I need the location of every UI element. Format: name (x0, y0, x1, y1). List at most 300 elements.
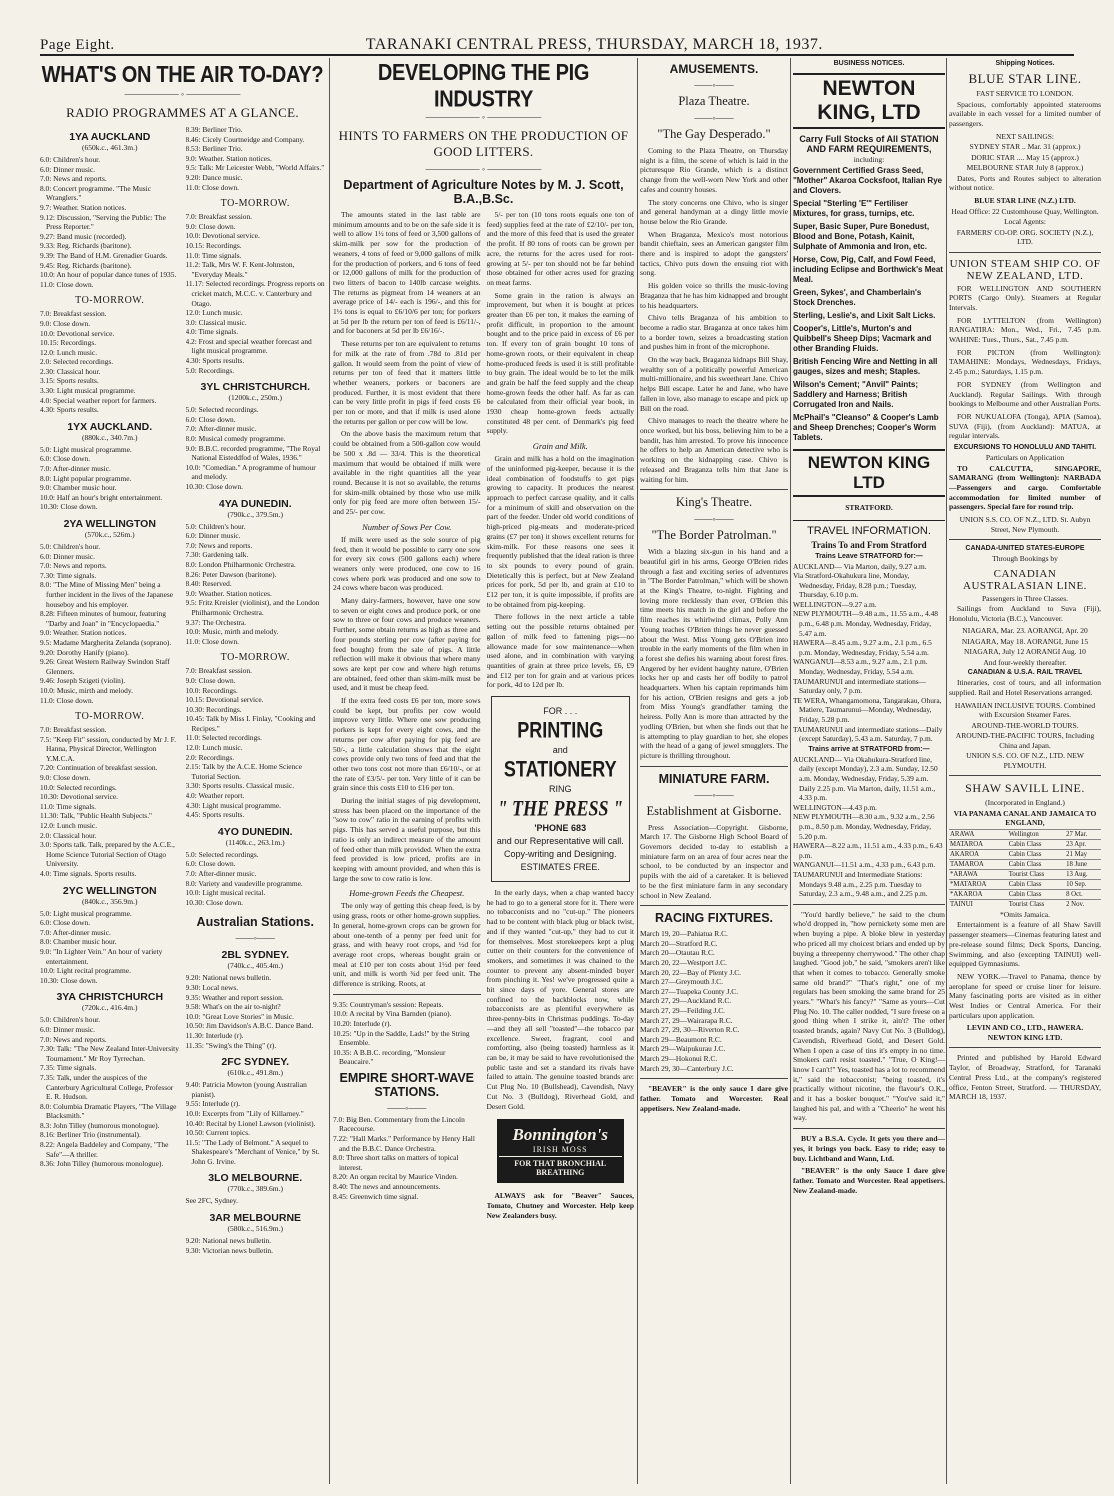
programme-item: 10.30: Close down. (185, 897, 243, 907)
programme-item: 8.0: Concert programme. "The Music Wranglers." (40, 183, 151, 203)
newton-king-logo-2: NEWTON KING LTD (793, 449, 945, 497)
business-notices-label: BUSINESS NOTICES. (833, 60, 905, 67)
column-rule (637, 58, 638, 1484)
programme-item: 11.0: Time signals. (185, 250, 242, 260)
programme-item: 10.0: An hour of popular dance tunes of 1935. (40, 270, 177, 280)
train-departure: WANGANUI—8.53 a.m., 9.27 a.m., 2.1 p.m. Monday, Wednesday, Friday, 5.54 a.m. (793, 657, 928, 677)
programme-item: 2.15: Talk by the A.C.E. Home Science Tutorial Section. (185, 762, 302, 781)
programme-item: 10.40: Recital by Lionel Lawson (violinist). (185, 1118, 316, 1128)
tobacconist-story: "You'd hardly believe," he said to the chum who'd dropped in, "how pernickety some men are when buying a pipe. A bloke blew in yesterday who priced all my choicest briars and ended up by buying a threepenny cherrywood." The other chap laughed. "Good job," he said, "smokers aren't like that when it comes to tobacco. Generally smoke same old brand?" "That's right," one of my regulars has been smoking the same brand for 25 years." "What's his fancy?" "Same as yours—Cut Plug No. 10. The caller nodded, "I sure freese on a good thing when I strike it, ain't? The other toasted brands, again? Navy Cut No. 3 (Bulldog), Cavendish, Riverhead Gold, and Desert Gold. When I open a case of tins it's empty in no time. Smokers can't resist toasted." "True, O King!—know I can't!" Yes, toasted has a lot to recommend it," said the tobacconist; "being toasted, it's practically without nicotine, the flavour's O.K., and it has a bosker bouquet." "You've said it," laughed his pal, and with a "Cheerio" he went his way. (793, 909, 945, 1123)
shaw-savill-head: SHAW SAVILL LINE. (965, 781, 1085, 796)
programme-item: 12.0: Lunch music. (40, 821, 98, 831)
programme-item: 2.0: Classical hour. (40, 830, 97, 840)
programme-item: 9.0: Close down. (185, 221, 236, 231)
train-departure: TAUMARUNUI and intermediate stations—Daily (except Saturday), 5.43 a.m. Saturday, 7 p.m. (793, 724, 943, 744)
programme-item: 7.0: Breakfast session. (185, 212, 253, 222)
programme-item: 5.0: Selected recordings. (185, 849, 259, 859)
train-departure: TAUMARUNUI and intermediate stations—Saturday only, 7 p.m. (793, 676, 927, 696)
programme-item: 8.53: Berliner Trio. (185, 144, 243, 154)
programme-item: 10.30: Close down. (185, 482, 243, 491)
programme-item: 9.0: Close down. (185, 675, 236, 685)
train-arrival: AUCKLAND— Via Okahukura-Stratford line, daily (except Monday), 2.3 a.m. Sunday, 12.50 a.m. Monday, Wednesday, Friday, 5.39 a.m. Daily 2.25 p.m. Via Marton, daily, 11.51 a.m., 4.33 p.m. (793, 754, 938, 803)
article-paragraph: During the initial stages of pig development, stress has been placed on the importance of the "sow to cow" ratio in the earning of profits with pigs. This has served a useful purpose, but this ratio is only an indirect measure of the amount of feed other than milk provided. When the extra feed provided is low priced, profits are in keeping with amount provided, and when this is large the sow to cow ratio is low. (333, 796, 481, 883)
article-paragraph: The amounts stated in the last table are minimum amounts and to be on the safe side it is well to allow 1½ tons of feed or 3,500 gallons of skim-milk per sow for the production of weaners, 4 tons of feed or 9,000 gallons of milk for the production of porkers, and 6 tons of feed or 12,000 gallons of milk for the production of two litters of bacon to 140lb carcase weights. The returns as pigmeat from 14 weaners at an average price of 14/- each is 196/-, and this for 1½ tons is equal to £6/10/6 per ton; for porkers at 5d per lb the return per ton of feed is £6/11/-, and for baconers at 5d per lb £6/16/-. (333, 210, 481, 336)
programme-item: 7.0: News and reports. (40, 174, 107, 184)
fixture-item: March 29—Waipukurau J.C. (640, 1044, 726, 1054)
review-paragraph: The story concerns one Chivo, who is singer and general handyman at a dingy little movie house below the Rio Grande. (640, 197, 788, 226)
printing-advert: FOR . . . PRINTING and STATIONERY RING " THE PRESS " 'PHONE 683 and our Representative will call. Copy-writing and Designing. ESTIMATES FREE. (491, 696, 631, 882)
racing-fixtures-head: RACING FIXTURES. (654, 911, 774, 926)
fixture-item: March 20, 22—Westport J.C. (640, 958, 727, 968)
programme-item: 7.5: "Keep Fit" session, conducted by Mr J. F. Hanna, Physical Director, Wellington Y.M.C.A. (40, 734, 177, 763)
tomorrow-head: TO-MORROW. (220, 652, 290, 664)
australian-stations-head: Australian Stations. (196, 915, 314, 930)
train-arrival: WANGANUI—11.51 a.m., 4.33 p.m., 6.43 p.m. (793, 860, 936, 870)
fixture-item: March 20—Otautau R.C. (640, 948, 715, 958)
miniature-farm-text: Press Association—Copyright. Gisborne, March 17. The Gisborne High School Board of Governors decided to-day to establish a miniature farm on an area of four acres near the school, to be conducted by an inspector and pupils with the aid of a caretaker. It is believed to be the first miniature farm in any secondary school in New Zealand. (640, 822, 788, 900)
subhead-grain-milk: Grain and Milk. (532, 441, 588, 452)
programme-item: 10.30: Close down. (40, 502, 98, 512)
programme-item: 9.30: Victorian news bulletin. (185, 1245, 273, 1255)
review-paragraph: Chivo tells Braganza of his ambition to become a radio star. Braganza at once takes him to a border town, seizes a broadcasting station and pushes him in front of the microphone. (640, 313, 788, 352)
programme-item: 5.0: Recordings. (185, 365, 235, 375)
stock-item: Green, Sykes', and Chamberlain's Stock Drenches. (793, 287, 922, 307)
table-cell: 18 June (1065, 859, 1101, 869)
station-name: 1YX AUCKLAND. (67, 420, 153, 433)
station-name: 3YA CHRISTCHURCH (56, 991, 164, 1004)
programme-item: 7.30: Gardening talk. (185, 550, 249, 560)
route-item: FOR LYTTELTON (from Wellington) RANGATIRA: Mon., Wed., Fri., 7.45 p.m. WAHINE: Tues., Thurs., Sat., 7.45 p.m. (949, 315, 1101, 345)
programme-item: 9.0: Weather. Station notices. (40, 628, 127, 638)
programme-item: 9.37: The Orchestra. (185, 617, 247, 627)
programme-item: 9.35: Countryman's session: Repeats. (333, 999, 444, 1009)
programme-item: 7.0: Breakfast session. (40, 309, 107, 319)
programme-item: 10.35: A B.B.C. recording, "Monsieur Beaucaire." (333, 1047, 446, 1067)
programme-item: 7.0: After-dinner music. (40, 927, 111, 937)
programme-item: 9.35: Weather and report session. (185, 992, 284, 1002)
canada-us-europe-head: CANADA-UNITED STATES-EUROPE (965, 545, 1085, 553)
programme-item: 8.0: Musical comedy programme. (185, 434, 286, 444)
plaza-film-title: "The Gay Desperado." (657, 127, 771, 141)
programme-item: 9.27: Band music (recorded). (40, 231, 127, 241)
programme-item: 4.0: Time signals. Sports results. (40, 869, 137, 878)
programme-item: 8.40: Reserved. (185, 579, 232, 589)
programme-item: 8.26: Peter Dawson (baritone). (185, 569, 277, 579)
programme-item: 6.0: Dinner music. (40, 1024, 96, 1034)
programme-item: 10.50: Current topics. (185, 1128, 250, 1138)
programme-item: 12.0: Lunch music. (40, 347, 98, 357)
table-cell: *AKAROA (949, 889, 1008, 899)
programme-item: 11.5: "The Lady of Belmont." A sequel to Shakespeare's "Merchant of Venice," by St. John G. Irvine. (185, 1137, 320, 1166)
programme-item: 8.0: Columbia Dramatic Players, "The Village Blacksmith." (40, 1101, 177, 1121)
train-departure: WELLINGTON—9.27 a.m. (793, 599, 877, 609)
radio-list-left (40, 125, 180, 1255)
programme-item: 11.0: Close down. (185, 636, 240, 646)
programme-item: See 2FC, Sydney. (185, 1196, 238, 1206)
paper-title-date: TARANAKI CENTRAL PRESS, THURSDAY, MARCH 18, 1937. (365, 36, 823, 53)
programme-item: 7.0: Breakfast session. (185, 666, 253, 676)
station-name: 2FC SYDNEY. (221, 1056, 290, 1069)
programme-item: 7.0: After-dinner music. (40, 464, 111, 474)
table-cell: Cabin Class (1008, 849, 1065, 859)
article-paragraph: There follows in the next article a table setting out the possible returns obtained per gallon of milk feed to fattening pigs—no allowance made for sow maintenance—when used alone, and in combination with varying quantities of grain at three price levels, £6, £9 and £12 per ton for grain and at various prices for pork, 4d to 12d per lb. (486, 612, 634, 690)
programme-item: 9.0: Weather. Station notices. (185, 153, 272, 163)
train-departure: Via Stratford-Okahukura line, Monday, Wednesday, Friday, 8.28 p.m.; Tuesday, Thursday, 6.10 p.m. (793, 571, 917, 600)
programme-item: 10.0: Music, mirth and melody. (40, 685, 133, 695)
programme-item: 3.15: Sports results. (40, 376, 99, 386)
programme-item: 10.15: Recordings. (185, 240, 242, 250)
programme-item: 9.5: Fritz Kreisler (violinist), and the London Philharmonic Orchestra. (185, 598, 320, 617)
programme-item: 4.30: Light musical programme. (185, 800, 281, 810)
article-paragraph: 5/- per ton (10 tons roots equals one ton of feed) supplies feed at the rate of £2/10/- per ton, and the more of this feed that is used the greater the profit. If 80 tons of roots can be grown per acre, the returns for the acres used for root-growing at 5/- per ton should not be far behind those obtained for other acres used for grazing on meat farms. (486, 210, 634, 287)
programme-item: 2.0: Selected recordings. (40, 357, 114, 367)
sailing-item: NIAGARA, July 12 AORANGI Aug. 10 (964, 647, 1086, 657)
programme-item: 11.0: Close down. (40, 695, 94, 705)
radio-column (40, 58, 325, 1484)
table-cell: Tourist Class (1008, 869, 1065, 879)
programme-item: 7.22: "Hall Marks." Performance by Henry Hall and the B.B.C. Dance Orchestra. (333, 1134, 475, 1153)
stock-item: British Fencing Wire and Netting in all gauges, sizes and mesh; Staples. (793, 356, 938, 376)
programme-item: 10.0: Devotional service. (185, 231, 260, 241)
tomorrow-head: TO-MORROW. (75, 711, 145, 723)
programme-item: 9.0: Weather. Station notices. (185, 588, 272, 598)
programme-item: 11.17: Selected recordings. Progress reports on cricket match, M.C.C. v. Canterbury and Otago. (185, 279, 325, 308)
table-row (949, 899, 1101, 909)
station-name: 4YO DUNEDIN. (217, 825, 293, 838)
review-paragraph: His golden voice so thrills the music-loving Braganza that he has him kidnapped and brought to his headquarters. (640, 281, 788, 310)
programme-item: 3.0: Classical music. (185, 317, 247, 327)
pig-subhead: HINTS TO FARMERS ON THE PRODUCTION OF GOOD LITTERS. (338, 128, 629, 159)
station-frequency: (580k.c., 516.9m.) (227, 1224, 283, 1234)
table-cell: 2 Nov. (1065, 899, 1101, 909)
programme-item: 9.20: National news bulletin. (185, 1236, 272, 1246)
column-rule (946, 58, 947, 1484)
stock-item: Cooper's, Little's, Murton's and Quibbell's Sheep Dips; Vacmark and other Branding Fluids. (793, 323, 932, 353)
column-rule (790, 58, 791, 1484)
table-cell: Cabin Class (1008, 839, 1065, 849)
bsa-cycle-advert: BUY a B.S.A. Cycle. It gets you there and—yes, it brings you back. Easy to ride; easy to buy. Lichtband and Wann, Ltd. (793, 1134, 945, 1163)
table-row (949, 869, 1101, 879)
station-frequency: (790k.c., 379.5m.) (227, 509, 283, 519)
programme-item: 10.0: Excerpts from "Lily of Killarney." (185, 1108, 304, 1118)
table-cell: 13 Aug. (1065, 869, 1101, 879)
station-name: 2BL SYDNEY. (221, 949, 289, 962)
table-cell: TAINUI (949, 899, 1008, 909)
programme-item: 10.0: "Comedian." A programme of humour and melody. (185, 462, 316, 482)
programme-item: 9.0: "In Lighter Vein." An hour of variety entertainment. (40, 946, 163, 966)
subhead-sows-per-cow: Number of Sows Per Cow. (362, 521, 452, 532)
programme-item: 8.22: Angela Baddeley and Company, "The Safe"—A thriller. (40, 1140, 169, 1159)
station-frequency: (720k.c., 416.4m.) (82, 1003, 138, 1013)
programme-item: 11.30: Talk, "Public Health Subjects." (40, 811, 153, 821)
kings-film-title: "The Border Patrolman." (651, 528, 777, 543)
programme-item: 8.40: The news and announcements. (333, 1182, 441, 1192)
programme-item: 6.0: Dinner music. (40, 551, 96, 561)
station-name: 3YL CHRISTCHURCH. (200, 381, 310, 394)
sailing-table (949, 829, 1101, 909)
table-cell: Cabin Class (1008, 859, 1065, 869)
table-cell: TAMAROA (949, 859, 1008, 869)
programme-item: 7.0: News and reports. (40, 561, 107, 571)
programme-item: 10.0: "Great Love Stories" in Music. (185, 1011, 294, 1021)
train-departure: AUCKLAND— Via Marton, daily, 9.27 a.m. (793, 561, 927, 571)
programme-item: 2.0: Recordings. (185, 752, 235, 762)
programme-item: 5.0: Children's hour. (40, 1015, 101, 1025)
review-paragraph: When Braganza, Mexico's most notorious bandit chieftain, sees an American gangster film there and is inspired to adopt the gangsters' tactics, Chivo puts down the ensuing riot with song. (640, 229, 788, 278)
tomorrow-head: TO-MORROW. (75, 295, 145, 307)
table-cell: Cabin Class (1008, 889, 1065, 899)
shipping-notices-label: Shipping Notices. (995, 60, 1055, 67)
printer-imprint: Printed and published by Harold Edward Taylor, of Broadway, Stratford, for Taranaki Central Press Ltd., at the company's registered office, Fenton Street, Stratford. — THURSDAY, MARCH 18, 1937. (949, 1053, 1101, 1102)
programme-item: 8.28: Fifteen minutes of humour, featuring "Darby and Joan" in "Encyclopaedia." (40, 609, 166, 628)
article-paragraph: Some grain in the ration is always an improvement, but when it is bought at prices greater than £6 per ton, it makes the earning of profit difficult, in proportion to the amount bought and to the price paid in excess of £6 per ton. If every ton of grain bought 10 tons of home-grown roots, or their equivalent in cheap home-produced feeds is used it is still profitable to buy grain. The ideal would be to let the milk and grain be half the feed supply and the cheap home-grown feeds the other half. As far as can be calculated from their official year book, in 1930 cheap home-grown feeds actually constituted 48 per cent. of Denmark's pig feed supply. (486, 290, 634, 436)
sailing-item: MELBOURNE STAR July 8 (approx.) (966, 163, 1084, 173)
travel-information-head: TRAVEL INFORMATION. (793, 520, 945, 537)
programme-item: 7.0: Big Ben. Commentary from the Lincoln Racecourse. (333, 1114, 465, 1134)
station-name: 4YA DUNEDIN. (218, 497, 292, 510)
article-paragraph: If the extra feed costs £6 per ton, more sows could be kept, but profits per cow would improve very little. Where one sow producing porkers is kept for every eight cows, and the returns per cow after paying for pig feed are 50/-, a little calculation shows that the eight cows provide only two tons of feed and that the other two tons cost not more than £6/10/-, or at the rate of £3/5/- per ton. Very little of it can be grain since this costs £10 to £16 per ton. (333, 696, 481, 793)
station-name: 1YA AUCKLAND (69, 131, 151, 143)
programme-item: 9.30: Local news. (185, 982, 239, 992)
programme-item: 10.50: Jim Davidson's A.B.C. Dance Band. (185, 1021, 314, 1031)
table-cell: 21 May (1065, 849, 1101, 859)
programme-item: 4.30: Sports results. (185, 356, 245, 366)
fixture-item: March 20—Stratford R.C. (640, 938, 718, 948)
programme-item: 10.15: Devotional service. (185, 695, 264, 705)
column-rule (329, 58, 330, 1484)
beaver-advert: ALWAYS ask for "Beaver" Sauces, Tomato, Chutney and Worcester. Help keep New Zealanders busy. (486, 1191, 634, 1220)
table-cell: AKAROA (949, 849, 1008, 859)
station-name: 2YA WELLINGTON (63, 518, 156, 530)
programme-item: 8.36: John Tilley (humorous monologue). (40, 1159, 164, 1169)
review-paragraph: Coming to the Plaza Theatre, on Thursday night is a film, the scene of which is laid in the picturesque Rio Grande, which is a distinct change from the well-worn New York and other cafes and country houses. (640, 146, 788, 194)
programme-item: 9.0: Chamber music hour. (40, 483, 117, 493)
programme-item: 8.20: An organ recital by Maurice Vinden. (333, 1172, 458, 1182)
route-item: FOR PICTON (from Wellington): TAMAHINE: Mondays, Wednesdays, Fridays, 2.45 p.m.; Saturdays, 1.15 p.m. (949, 347, 1101, 377)
sailing-item: DORIC STAR .... May 15 (approx.) (971, 152, 1079, 162)
fixture-item: March 27—Tuapeka County J.C. (640, 986, 739, 996)
table-row (949, 829, 1101, 839)
programme-item: 9.20: Dance music. (185, 172, 243, 182)
programme-item: 9.46: Joseph Szigeti (violin). (40, 676, 126, 686)
programme-item: 10.0: Recordings. (185, 685, 238, 695)
station-name: 3LO MELBOURNE. (208, 1172, 303, 1185)
programme-item: 10.25: "Up in the Saddle, Lads!" by the String Ensemble. (333, 1028, 470, 1048)
article-paragraph: Grain and milk has a hold on the imagination of the uninformed pig-keeper, because it is the ideal combination of foodstuffs to get pigs growing to capacity. It produces the nearest approach to perfect carcase quality, and it calls for a minimum of skill and observation on the part of the feeder. Under old world conditions of high-priced pig-meats and moderate-priced grains (£7 per ton) it shows excellent returns for skim-milk. For these reasons one sees it frequently published that the ideal ration is three to six pounds to every pound of grain. Dietetically this is perfect, but at New Zealand prices for pork, 5d per lb, and grain at £10 to £12 per ton, it is quite impossible, if profits are to be obtained from pig-keeping. (486, 454, 634, 609)
programme-item: 3.30: Light musical programme. (40, 386, 136, 396)
programme-item: 8.39: Berliner Trio. (185, 125, 243, 134)
fixture-item: March 29—Hokonui R.C. (640, 1054, 718, 1064)
shipping-column: Shipping Notices. BLUE STAR LINE. FAST SERVICE TO LONDON. Spacious, comfortably appointed staterooms available in each vessel for a limited number of passengers. NEXT SAILINGS: SYDNEY STAR .. Mar. 31 (approx.) DORIC STAR .... May 15 (approx.) MELBOURNE STAR July 8 (approx.) Dates, Ports and Routes subject to alteration without notice. BLUE STAR LINE (N.Z.) LTD. Head Office: 22 Customhouse Quay, Wellington. Local Agents: FARMERS' CO-OP. ORG. SOCIETY (N.Z.), LTD. UNION STEAM SHIP CO. OF NEW ZEALAND, LTD. FOR WELLINGTON AND SOUTHERN PORTS (Cargo Only). Steamers at Regular Intervals. FOR LYTTELTON (from Wellington) RANGATIRA: Mon., Wed., Fri., 7.45 p.m. WAHINE: Tues., Thurs., Sat., 7.45 p.m. FOR PICTON (from Wellington): TAMAHINE: Mondays, Wednesdays, Fridays, 2.45 p.m.; Saturdays, 1.15 p.m. FOR SYDNEY (from Wellington and Auckland). Regular Sailings. With through bookings to Melbourne and other Australian Ports. FOR NUKUALOFA (Tonga), APIA (Samoa), SUVA (Fiji), (from Auckland): MATUA, at regular intervals. EXCURSIONS TO HONOLULU AND TAHITI. Particulars on Application TO CALCUTTA, SINGAPORE, SAMARANG (from Wellington): NARBADA—Passengers and cargo. Comfortable accommodation for limited number of passengers. Special fare for round trip. UNION S.S. CO. OF N.Z., LTD. St. Aubyn Street, New Plymouth. CANADA-UNITED STATES-EUROPE Through Bookings by CANADIAN AUSTRALASIAN LINE. Passengers in Three Classes. Sailings from Auckland to Suva (Fiji), Honolulu, Victoria (B.C.), Vancouver. NIAGARA, Mar. 23. AORANGI, Apr. 20 NIAGARA, May 18. AORANGI, June 15 NIAGARA, July 12 AORANGI Aug. 10 And four-weekly thereafter. CANADIAN & U.S.A. RAIL TRAVEL Itineraries, cost of tours, and all information supplied. Rail and Hotel Reservations arranged. HAWAIIAN INCLUSIVE TOURS. Combined with Excursion Steamer Fares. AROUND-THE-WORLD TOURS. AROUND-THE-PACIFIC TOURS, Including China and Japan. UNION S.S. CO. OF N.Z., LTD. NEW PLYMOUTH. SHAW SAVILL LINE. (Incorporated in England.) VIA PANAMA CANAL AND JAMAICA TO ENGLAND, ARAWA Wellington 27 Mar. MATAROA Cabin Class 23 Apr. AKAROA Cabin Class 21 May TAMAROA Cabin Class 18 June *ARAWA Tourist Class 13 Aug. *MATAROA Cabin Class 10 Sep. *AKAROA Cabin Class 8 Oct. TAINUI Tourist Class 2 Nov. *Omits Jamaica. Entertainment is a feature of all Shaw Savill passenger steamers—Cinemas featuring latest and pre-release sound films; Deck Sports, Dancing, Swimming, and also (excepting TAINUI) well-equipped Gymnasiums. NEW YORK.—Travel to Panama, thence by aeroplane for speed or cruise liner for leisure. Many fascinating ports are visited as in either West Indies or Central America. For their particulars upon application. LEVIN AND CO., LTD., HAWERA. NEWTON KING LTD. Printed and published by Harold Edward Taylor, of Broadway, Stratford, for Taranaki Central Press Ltd., at the company's registered office, Fenton Street, Stratford. — THURSDAY, MARCH 18, 1937. (949, 60, 1101, 1102)
programme-item: 6.0: Close down. (185, 859, 236, 869)
programme-item: 5.0: Children's hour. (40, 542, 101, 551)
table-cell: 27 Mar. (1065, 829, 1101, 839)
programme-item: 6.0: Close down. (185, 414, 236, 424)
miniature-farm-sub: Establishment at Gisborne. (646, 803, 782, 818)
table-row (949, 839, 1101, 849)
programme-item: 4.0: Time signals. (185, 327, 239, 337)
table-cell: Cabin Class (1008, 879, 1065, 889)
programme-item: 11.0: Close down. (185, 182, 240, 192)
trains-head: Trains To and From Stratford (811, 540, 927, 550)
pig-headline: DEVELOPING THE PIG INDUSTRY (377, 60, 590, 113)
programme-item: 7.0: Breakfast session. (40, 725, 107, 735)
sailing-item: NIAGARA, Mar. 23. AORANGI, Apr. 20 (962, 626, 1088, 636)
programme-item: 10.45: Talk by Miss I. Finlay, "Cooking and Recipes." (185, 714, 316, 733)
page-number: Page Eight. (40, 37, 115, 53)
fixture-item: March 27, 29—Auckland R.C. (640, 996, 732, 1006)
table-cell: MATAROA (949, 839, 1008, 849)
programme-item: 10.15: Recordings. (40, 338, 97, 348)
programme-item: 8.0: Variety and vaudeville programme. (185, 878, 303, 888)
station-frequency: (610k.c., 491.8m.) (227, 1068, 283, 1078)
programme-item: 5.0: Children's hour. (185, 521, 246, 531)
programme-item: 5.0: Selected recordings. (185, 405, 259, 415)
programme-item: 9.26: Great Western Railway Swindon Staff Glenners. (40, 657, 170, 676)
pig-byline: Department of Agriculture Notes by M. J. Scott, B.A.,B.Sc. (343, 178, 624, 206)
station-frequency: (740k.c., 405.4m.) (227, 961, 283, 971)
fixture-item: March 27, 29—Feilding J.C. (640, 1006, 725, 1016)
table-row (949, 849, 1101, 859)
stock-item: Wilson's Cement; "Anvil" Paints; Saddlery and Harness; British Corrugated Iron and Nails. (793, 379, 918, 409)
article-paragraph: These returns per ton are equivalent to returns for milk at the rate of from .78d to .81d per gallon. It would seem from the point of view of returns per ton of feed that it matters little whether weaners, porkers or baconers are produced. Further, it is most evident that there can be very little profit in pigs if feed costs £6 per ton or more, and that if milk is used alone the returns per gallon or per cow will be low. (333, 339, 481, 426)
programme-item: 4.2: Frost and special weather forecast and light musical programme. (185, 336, 312, 356)
table-cell: *MATAROA (949, 879, 1008, 889)
programme-item: 12.0: Lunch music. (185, 743, 243, 753)
programme-item: 7.35: Talk, under the auspices of the Canterbury Agricultural College, Professor E. R. Hudson. (40, 1072, 174, 1102)
programme-item: 9.5: Madame Margherita Zelanda (soprano). (40, 637, 172, 647)
route-item: FOR SYDNEY (from Wellington and Auckland). Regular Sailings. With through bookings to Melbourne and other Australian Ports. (949, 379, 1101, 409)
table-row (949, 889, 1101, 899)
programme-item: 10.0: Half an hour's bright entertainment. (40, 492, 163, 502)
programme-item: 8.0: Chamber music hour. (40, 937, 117, 947)
empire-shortwave-head: EMPIRE SHORT-WAVE STATIONS. (339, 1070, 474, 1099)
beaver-advert: "BEAVER" is the only sauce I dare give father. Tomato and Worcester. Real appetisers. New Zealand-made. (640, 1084, 788, 1113)
programme-item: 7.0: News and reports. (185, 540, 253, 550)
programme-item: 11.2: Talk, Mrs W. F. Kent-Johnston, "Everyday Meals." (185, 260, 295, 279)
table-cell: 10 Sep. (1065, 879, 1101, 889)
station-frequency: (770k.c., 389.6m.) (227, 1184, 283, 1194)
programme-item: 10.30: Devotional service. (40, 792, 118, 802)
fixture-item: March 27, 29—Wairarapa R.C. (640, 1015, 733, 1025)
article-paragraph: The only way of getting this cheap feed, is by using grass, roots or other home-grown supplies. In general, home-grown crops can be grown for about one-tenth of a penny per feed unit for grass, and with heavy root crops, and ½d for average root crops, whereas bought grain or meal at £10 per ton costs about 1½d per feed unit, and milk is worth ¾d per feed unit. The difference is striking. Roots, at (333, 901, 481, 989)
train-departure: NEW PLYMOUTH—9.48 a.m., 11.55 a.m., 4.48 p.m., 6.48 p.m. Monday, Wednesday, Friday, 5.47 a.m. (793, 609, 939, 638)
radio-headline: WHAT'S ON THE AIR TO-DAY? (41, 62, 324, 88)
programme-item: 4.0: Special weather report for farmers. (40, 395, 157, 405)
table-cell: Wellington (1008, 829, 1065, 839)
sailing-item: SYDNEY STAR .. Mar. 31 (approx.) (969, 142, 1081, 152)
programme-item: 10.20: Interlude (r). (333, 1018, 392, 1028)
programme-item: 11.35: "Swing's the Thing" (r). (185, 1040, 277, 1050)
programme-item: 7.0: News and reports. (40, 1034, 107, 1044)
station-frequency: (880k.c., 340.7m.) (82, 432, 138, 442)
pig-article-right (487, 210, 635, 1223)
programme-item: 8.3: John Tilley (humorous monologue). (40, 1120, 160, 1130)
radio-subhead: RADIO PROGRAMMES AT A GLANCE. (66, 105, 299, 120)
route-item: FOR WELLINGTON AND SOUTHERN PORTS (Cargo Only). Steamers at Regular Intervals. (949, 283, 1101, 312)
pig-industry-column: DEVELOPING THE PIG INDUSTRY —————— ◦ —————— HINTS TO FARMERS ON THE PRODUCTION OF GOOD LITTERS. —————— ◦ —————— Department of Agriculture Notes by M. J. Scott, B.A.,B.Sc. The amounts stated in the last table are minimum amounts and to be on the safe side it is well to allow 1½ tons of feed or 3,500 gallons of skim-milk per sow for the production of weaners, 4 tons of feed or 9,000 gallons of milk for the production of porkers, and 6 tons of feed or 12,000 gallons of milk for the production of two litters of bacon to 140lb carcase weights. The returns as pigmeat from 14 weaners at an average price of 14/- each is 196/-, and this for 1½ tons is equal to £6/10/6 per ton; for porkers at 5d per lb the return per ton of feed is £6/11/-, and for baconers at 5d per lb £6/16/-. These returns per ton are equivalent to returns for milk at the rate of from .78d to .81d per gallon. It would seem from the point of view of returns per ton of feed that it matters little whether weaners, porkers or baconers are produced. Further, it is most evident that there can be very little profit in pigs if feed costs £6 per ton or more, and that if milk is used alone the returns per gallon or per cow will be low. On the above basis the maximum return that could be obtained from a 500-gallon cow would be 500 x .8d — 33/4. This is the theoretical maximum that would be obtained if milk were available in the right quantities all the year round. Because it is not so available, the returns for skim-milk obtained by those who use milk only for pig feed are more often between 15/- and 25/- per cow. Number of Sows Per Cow. If milk were used as the sole source of pig feed, then it would be possible to carry one sow for every six cows (500 gallons each) where weaners only were produced, one cow to 16 cows where pork was produced and one sow to 24 cows where bacon was produced. Many dairy-farmers, however, have one sow to seven or eight cows and produce pork, or one sow to three or four cows and produce weaners. Further, some obtain returns as high as three and four pounds sterling per cow (after paying for feed bought) from the sale of pigs. A little reflection will make it obvious that where many sows are kept per cow and where high returns are obtained, feed other than skim-milk must be used, and it must be cheap feed. If the extra feed costs £6 per ton, more sows could be kept, but profits per cow would improve very little. Where one sow producing porkers is kept for every eight cows, and the returns per cow after paying for pig feed are 50/-, a little calculation shows that the eight cows provide only two tons of feed and that the other two tons cost not more than £6/10/-, or at the rate of £3/5/- per ton. Very little of it can be grain since this costs £10 to £16 per ton. During the initial stages of pig development, stress has been placed on the importance of the "sow to cow" ratio in the earning of profits with pigs. This has served a useful purpose, but this ratio is only an indirect measure of the amount of feed other than milk provided. When the extra feed provided is low priced, profits are in keeping with amount provided, and when this is large the sow to cow ratio is low. Home-grown Feeds the Cheapest. The only way of getting this cheap feed, is by using grass, roots or other home-grown supplies. In general, home-grown crops can be grown for about one-tenth of a penny per feed unit for grass, and with heavy root crops, and ½d for average root crops, whereas bought grain or meal at £10 per ton costs about 1½d per feed unit, and milk is worth ¾d per feed unit. The difference is striking. Roots, at 9.35: Countryman's session: Repeats. 10.0: A recital by Vina Barnden (piano). 10.20: Interlude (r). 10.25: "Up in the Saddle, Lads!" by the String Ensemble. 10.35: A B.B.C. recording, "Monsieur Beaucaire." EMPIRE SHORT-WAVE STATIONS. ——◦—— 7.0: Big Ben. Commentary from the Lincoln Racecourse. 7.22: "Hall Marks." Performance by Henry Hall and the B.B.C. Dance Orchestra. 8.0: Three short talks on matters of topical interest. 8.20: An organ recital by Maurice Vinden. 8.40: The news and announcements. 8.45: Greenwich time signal. 5/- per ton (10 tons roots equals one ton of feed) supplies feed at the rate of £2/10/- per ton, and the more of this feed that is used the greater the profit. If 80 tons of roots can be grown per acre, the returns for the acres used for root-growing at 5/- per ton should not be far behind those obtained for other acres used for grazing on meat farms. Some grain in the ration is always an improvement, but when it is bought at prices greater than £6 per ton, it makes the earning of profit difficult, in proportion to the amount bought and to the price paid in excess of £6 per ton. If every ton of grain bought 10 tons of home-grown roots, or their equivalent in cheap home-produced feeds is used it is still profitable to buy grain. The ideal would be to let the milk and grain be half the feed supply and the cheap home-grown feeds the other half. As far as can be calculated from their official year book, in 1930 cheap home-grown feeds actually constituted 48 per cent. of Denmark's pig feed supply. Grain and Milk. Grain and milk has a hold on the imagination of the uninformed pig-keeper, because it is the ideal combination of foodstuffs to get pigs growing to capacity. It produces the nearest approach to perfect carcase quality, and it calls for a minimum of skill and observation on the part of the feeder. Under old world conditions of high-priced pig-meats and moderate-priced grains (£7 per ton) it shows excellent returns for skim-milk. For these reasons one sees it frequently published that the ideal ration is three to six pounds to every pound of grain. Dietetically this is perfect, but at New Zealand prices for pork, 5d per lb, and grain at £10 to £12 per ton, it is quite impossible, if profits are to be obtained from pig-keeping. There follows in the next article a table setting out the possible returns obtained per gallon of milk feed to fattening pigs—no allowance made for sow maintenance—when used alone, and in combination with varying quantities of grain at three price levels, £6, £9 and £12 per ton for grain and at various prices for pork, 4d to 12d per lb. FOR . . . PRINTING and STATIONERY RING " THE PRESS " 'PHONE 683 and our Representative will call. Copy-writing and Designing. ESTIMATES FREE. In the early days, when a chap wanted baccy he had to go to a general store for it. There were no tobacconists and no "cut-up." The pioneers had to be content with black plug or black twist, and if they wanted "cut-up," they had to cut it for themselves. Most storekeepers kept a plug cutter on their counters for the convenience of smokers, and sometimes it was chained to the counter to prevent any absent-minded buyer from pinching it. Yes! we've progressed quite a bit since days of yore. General stores are confined to the backblocks now, while tobacconists are as plentiful everywhere as three-penny-bits in Christmas puddings. To-day—and they all sell "toasted"—the tobacco par excellence. Sweet, fragrant, cool and comforting, also (being toasted) harmless as it can be, it may be said to have revolutionised the public taste and set a standard its rivals have failed to attain. The genuine toasted brands are: Cut Plug No. 10 (Bullshead), Cavendish, Navy Cut No. 3 (Bulldog), Riverhead Gold, and Desert Gold. Bonnington's IRISH MOSS FOR THAT BRONCHIAL BREATHING ALWAYS ask for "Beaver" Sauces, Tomato, Chutney and Worcester. Help keep New Zealanders busy. (333, 58, 634, 1484)
programme-item: 9.0: Close down. (40, 773, 91, 783)
tobacco-story: In the early days, when a chap wanted baccy he had to go to a general store for it. There were no tobacconists and no "cut-up." The pioneers had to be content with black plug or black twist, and if they wanted "cut-up," they had to cut it for themselves. Most storekeepers kept a plug cutter on their counters for the convenience of smokers, and sometimes it was chained to the counter to prevent any absent-minded buyer from pinching it. Yes! we've progressed quite a bit since days of yore. General stores are confined to the backblocks now, while tobacconists are as plentiful everywhere as three-penny-bits in Christmas puddings. To-day—and they all sell "toasted"—the tobacco par excellence. Sweet, fragrant, cool and comforting, also (being toasted) harmless as it can be, it may be said to have revolutionised the public taste and set a standard its rivals have failed to attain. The genuine toasted brands are: Cut Plug No. 10 (Bullshead), Cavendish, Navy Cut No. 3 (Bulldog), Riverhead Gold, and Desert Gold. (486, 888, 634, 1111)
programme-item: 9.0: B.B.C. recorded programme, "The Royal National Eisteddfod of Wales, 1936." (185, 443, 321, 463)
beaver-advert: "BEAVER" is the only Sauce I dare give father. Tomato and Worcester. Real appetisers. New Zealand-made. (793, 1166, 945, 1195)
table-cell: Tourist Class (1008, 899, 1065, 909)
ornament-rule: —————— ◦ —————— (124, 89, 241, 99)
radio-list-right: 8.39: Berliner Trio. 8.46: Cicely Courtneidge and Company. 8.53: Berliner Trio. 9.0: Weather. Station notices. 9.5: Talk: Mr Leicester Webb, "World Affairs." 9.20: Dance music. 11.0: Close down. TO-MORROW. 7.0: Breakfast session. 9.0: Close down. 10.0: Devotional service. 10.15: Recordings. 11.0: Time signals. 11.2: Talk, Mrs W. F. Kent-Johnston, "Everyday Meals." 11.17: Selected recordings. Progress reports on cricket match, M.C.C. v. Canterbury and Otago. 12.0: Lunch music. 3.0: Classical music. 4.0: Time signals. 4.2: Frost and special weather forecast and light musical programme. 4.30: Sports results. 5.0: Recordings. 3YL CHRISTCHURCH. (1200k.c., 250m.) 5.0: Selected recordings. 6.0: Close down. 7.0: After-dinner music. 8.0: Musical comedy programme. 9.0: B.B.C. recorded programme, "The Royal National Eisteddfod of Wales, 1936." 10.0: "Comedian." A programme of humour and melody. 10.30: Close down. 4YA DUNEDIN. (790k.c., 379.5m.) 5.0: Children's hour. 6.0: Dinner music. 7.0: News and reports. 7.30: Gardening talk. 8.0: London Philharmonic Orchestra. 8.26: Peter Dawson (baritone). 8.40: Reserved. 9.0: Weather. Station notices. 9.5: Fritz Kreisler (violinist), and the London Philharmonic Orchestra. 9.37: The Orchestra. 10.0: Music, mirth and melody. 11.0: Close down. TO-MORROW. 7.0: Breakfast session. 9.0: Close down. 10.0: Recordings. 10.15: Devotional service. 10.30: Recordings. 10.45: Talk by Miss I. Finlay, "Cooking and Recipes." 11.0: Selected recordings. 12.0: Lunch music. 2.0: Recordings. 2.15: Talk by the A.C.E. Home Science Tutorial Section. 3.30: Sports results. Classical music. 4.0: Weather report. 4.30: Light musical programme. 4.45: Sports results. 4YO DUNEDIN. (1140k.c., 263.1m.) 5.0: Selected recordings. 6.0: Close down. 7.0: After-dinner music. 8.0: Variety and vaudeville programme. 10.0: Light musical recital. 10.30: Close down. Australian Stations. ——◦—— 2BL SYDNEY. (740k.c., 405.4m.) 9.20: National news bulletin. 9.30: Local news. 9.35: Weather and report session. 9.58: What's on the air to-night? 10.0: "Great Love Stories" in Music. 10.50: Jim Davidson's A.B.C. Dance Band. 11.30: Interlude (r). 11.35: "Swing's the Thing" (r). 2FC SYDNEY. (610k.c., 491.8m.) 9.40: Patricia Mowton (young Australian pianist). 9.55: Interlude (r). 10.0: Excerpts from "Lily of Killarney." 10.40: Recital by Lionel Lawson (violinist). 10.50: Current topics. 11.5: "The Lady of Belmont." A sequel to Shakespeare's "Merchant of Venice," by St. John G. Irvine. 3LO MELBOURNE. (770k.c., 389.6m.) See 2FC, Sydney. 3AR MELBOURNE (580k.c., 516.9m.) 9.20: National news bulletin. 9.30: Victorian news bulletin. (185, 125, 325, 1255)
programme-item: 8.0: Light popular programme. (40, 473, 132, 483)
plaza-theatre-head: Plaza Theatre. (678, 94, 750, 108)
fixture-item: March 27, 29, 30—Riverton R.C. (640, 1025, 740, 1035)
programme-item: 6.0: Dinner music. (185, 531, 241, 541)
programme-item: 3.0: Sports talk. Talk, prepared by the A.C.E., Home Science Tutorial Section of Otago University. (40, 840, 175, 869)
stock-item: Super, Basic Super, Pure Bonedust, Blood and Bone, Potash, Kainit, Sulphate of Ammonia and Iron, etc. (793, 221, 930, 251)
masthead (40, 32, 1074, 56)
table-row (949, 859, 1101, 869)
programme-item: 9.39: The Band of H.M. Grenadier Guards. (40, 250, 168, 260)
stock-item: Special "Sterling 'E'" Fertiliser Mixtures, for grass, turnips, etc. (793, 198, 915, 218)
station-frequency: (570k.c., 526m.) (84, 530, 135, 539)
train-arrival: HAWERA—8.22 a.m., 11.51 a.m., 4.33 p.m., 6.43 p.m. (793, 841, 943, 860)
amusements-column: AMUSEMENTS. ——◦—— Plaza Theatre. ——◦—— "The Gay Desperado." Coming to the Plaza Theatre, on Thursday night is a film, the scene of which is laid in the picturesque Rio Grande, which is a distinct change from the well-worn New York and other cafes and country houses. The story concerns one Chivo, who is singer and general handyman at a dingy little movie house below the Rio Grande. When Braganza, Mexico's most notorious bandit chieftain, sees an American gangster film there and is inspired to adopt the gangsters' tactics, Chivo puts down the ensuing riot with song. His golden voice so thrills the music-loving Braganza that he has him kidnapped and brought to his headquarters. Chivo tells Braganza of his ambition to become a radio star. Braganza at once takes him to a border town, seizes a broadcasting station and pushes him in front of the microphone. On the way back, Braganza kidnaps Bill Shay, wealthy son of a politically powerful American multi-millionaire, and his sweetheart Jane. Chivo helps Bill escape. Later he and Jane, who have fallen in love, also manage to escape and pick up Bill on the road. Chivo manages to reach the theatre where he once worked, but his boss, believing him to be a bandit, has him arrested. To prove his innocence he offers to help an American detective who is working on the kidnapping case. Chivo is released and Braganza tells him that Jane is waiting for him. King's Theatre. ——◦—— "The Border Patrolman." With a blazing six-gun in his hand and a beautiful girl in his arms, George O'Brien rides through a fast and exciting series of adventures in "The Border Patrolman," which will be shown at the King's Theatre, to-night. Fighting and loving more recklessly than ever, O'Brien this time meets his match in the girl and before the film reaches its whirlwind climax, Polly Ann Young teaches O'Brien things he never guessed about the West. Miss Young gets O'Brien into trouble in the early moments of the film when in a forest she defies his warning about forest fires. Angered by her evident haughty nature, O'Brien locks her up and casts her off bodily to patrol headquarters. When his captain reprimands him for his action, O'Brien resigns and gets a job from Miss Young's grandfather taming the heiress. Polly Ann is more than attracted by the yodling O'Brien, but when she finds out that he is attempting to play guardian to her, she elopes with the head of a gang of jewel smugglers. The picture is thrilling throughout. MINIATURE FARM. ——◦—— Establishment at Gisborne. Press Association—Copyright. Gisborne, March 17. The Gisborne High School Board of Governors decided to-day to establish a miniature farm on an area of four acres near the school, to be conducted by an inspector and pupils with the aid of a caretaker. It is believed to be the first miniature farm in any secondary school in New Zealand. RACING FIXTURES. March 19, 20—Pahiatua R.C. March 20—Stratford R.C. March 20—Otautau R.C. March 20, 22—Westport J.C. March 20, 22—Bay of Plenty J.C. March 27—Greymouth J.C. March 27—Tuapeka County J.C. March 27, 29—Auckland R.C. March 27, 29—Feilding J.C. March 27, 29—Wairarapa R.C. March 27, 29, 30—Riverton R.C. March 29—Beaumont R.C. March 29—Waipukurau J.C. March 29—Hokonui R.C. March 29, 30—Canterbury J.C. "BEAVER" is the only sauce I dare give father. Tomato and Worcester. Real appetisers. New Zealand-made. (640, 62, 788, 1113)
table-row (949, 879, 1101, 889)
programme-item: 8.0: Three short talks on matters of topical interest. (333, 1153, 459, 1172)
miniature-farm-head: MINIATURE FARM. (658, 771, 770, 786)
route-item: FOR NUKUALOFA (Tonga), APIA (Samoa), SUVA (Fiji), (from Auckland): MATUA, at regular intervals. (949, 411, 1101, 441)
fixture-item: March 20, 22—Bay of Plenty J.C. (640, 967, 741, 977)
programme-item: 6.0: Close down. (40, 454, 91, 464)
table-cell: 23 Apr. (1065, 839, 1101, 849)
programme-item: 8.45: Greenwich time signal. (333, 1191, 419, 1201)
newton-king-logo: NEWTON KING, LTD (793, 73, 945, 129)
review-paragraph: On the way back, Braganza kidnaps Bill Shay, wealthy son of a politically powerful American multi-millionaire, and his sweetheart Jane. Chivo helps Bill escape. Later he and Jane, who have fallen in love, also manage to escape and pick up Bill on the road. (640, 355, 788, 413)
station-frequency: (650k.c., 461.3m.) (82, 143, 138, 152)
review-paragraph: With a blazing six-gun in his hand and a beautiful girl in his arms, George O'Brien rides through a fast and exciting series of adventures in "The Border Patrolman," which will be shown at the King's Theatre, to-night. Fighting and loving more recklessly than ever, O'Brien this time meets his match in the girl and before the film reaches its whirlwind climax, Polly Ann Young teaches O'Brien things he never guessed about the West. Miss Young gets O'Brien into trouble in the early moments of the film when in a forest she defies his warning about forest fires. Angered by her evident haughty nature, O'Brien locks her up and casts her off bodily to patrol headquarters. When his captain reprimands him for his action, O'Brien resigns and gets a job from Miss Young's grandfather taming the heiress. Polly Ann is more than attracted by the yodling O'Brien, but when she finds out that he is attempting to play guardian to her, she elopes with the head of a gang of jewel smugglers. The picture is thrilling throughout. (640, 547, 788, 760)
programme-item: 9.5: Talk: Mr Leicester Webb, "World Affairs." (185, 163, 325, 173)
train-departure: HAWERA—8.45 a.m., 9.27 a.m., 2.1 p.m., 6.5 p.m. Monday, Wednesday, Friday, 5.54 a.m. (793, 638, 932, 657)
fixture-item: March 27—Greymouth J.C. (640, 977, 723, 987)
table-cell: *ARAWA (949, 869, 1008, 879)
programme-item: 11.0: Time signals. (40, 801, 96, 811)
programme-item: 10.0: Music, mirth and melody. (185, 627, 279, 637)
programme-item: 9.40: Patricia Mowton (young Australian pianist). (185, 1080, 307, 1099)
programme-item: 11.0: Close down. (40, 279, 94, 289)
article-paragraph: Many dairy-farmers, however, have one sow to seven or eight cows and produce pork, or one sow to three or four cows and produce weaners. Further, some obtain returns as high as three and four pounds sterling per cow (after paying for feed bought) from the sale of pigs. A little reflection will make it obvious that where many sows are kept per cow and where high returns are obtained, feed other than skim-milk must be used, and it must be cheap feed. (333, 596, 481, 693)
stock-item: McPhail's "Cleanso" & Cooper's Lamb and Sheep Drenches; Cooper's Worm Tablets. (793, 412, 939, 442)
train-arrival: NEW PLYMOUTH—8.30 a.m., 9.32 a.m., 2.56 p.m., 8.50 p.m. Monday, Wednesday, Friday, 5.20 p.m. (793, 812, 935, 841)
fixture-item: March 29—Beaumont R.C. (640, 1034, 722, 1044)
stock-item: Horse, Cow, Pig, Calf, and Fowl Feed, including Eclipse and Borthwick's Meat Meal. (793, 254, 943, 284)
programme-item: 7.30: Time signals. (40, 570, 97, 580)
table-cell: ARAWA (949, 829, 1008, 839)
programme-item: 10.30: Recordings. (185, 704, 242, 714)
bonningtons-advert: Bonnington's IRISH MOSS FOR THAT BRONCHIAL BREATHING (497, 1119, 625, 1183)
programme-item: 9.20: Dorothy Hanify (piano). (40, 647, 129, 657)
programme-item: 3.30: Sports results. Classical music. (185, 781, 295, 791)
programme-item: 4.0: Weather report. (185, 791, 245, 801)
tomorrow-head: TO-MORROW. (220, 198, 290, 210)
programme-item: 7.35: Time signals. (40, 1063, 97, 1073)
sailing-item: NIAGARA, May 18. AORANGI, June 15 (961, 636, 1089, 646)
train-arrival: TAUMARUNUI and Intermediate Stations: Mondays 9.48 a.m., 2.25 p.m. Tuesday to Saturday, 2.3 a.m., 9.48 a.m., and 2.25 p.m. (793, 869, 928, 899)
stock-item: Government Certified Grass Seed, "Mother" Akaroa Cocksfoot, Italian Rye and Clovers. (793, 165, 943, 195)
programme-item: 7.20: Continuation of breakfast session. (40, 763, 158, 773)
programme-item: 10.0: A recital by Vina Barnden (piano). (333, 1009, 452, 1019)
kings-theatre-head: King's Theatre. (675, 495, 753, 510)
programme-item: 7.0: After-dinner music. (185, 424, 257, 434)
station-name: 3AR MELBOURNE (209, 1212, 302, 1225)
programme-item: 6.0: Children's hour. (40, 155, 101, 164)
programme-item: 7.0: After-dinner music. (185, 869, 257, 878)
